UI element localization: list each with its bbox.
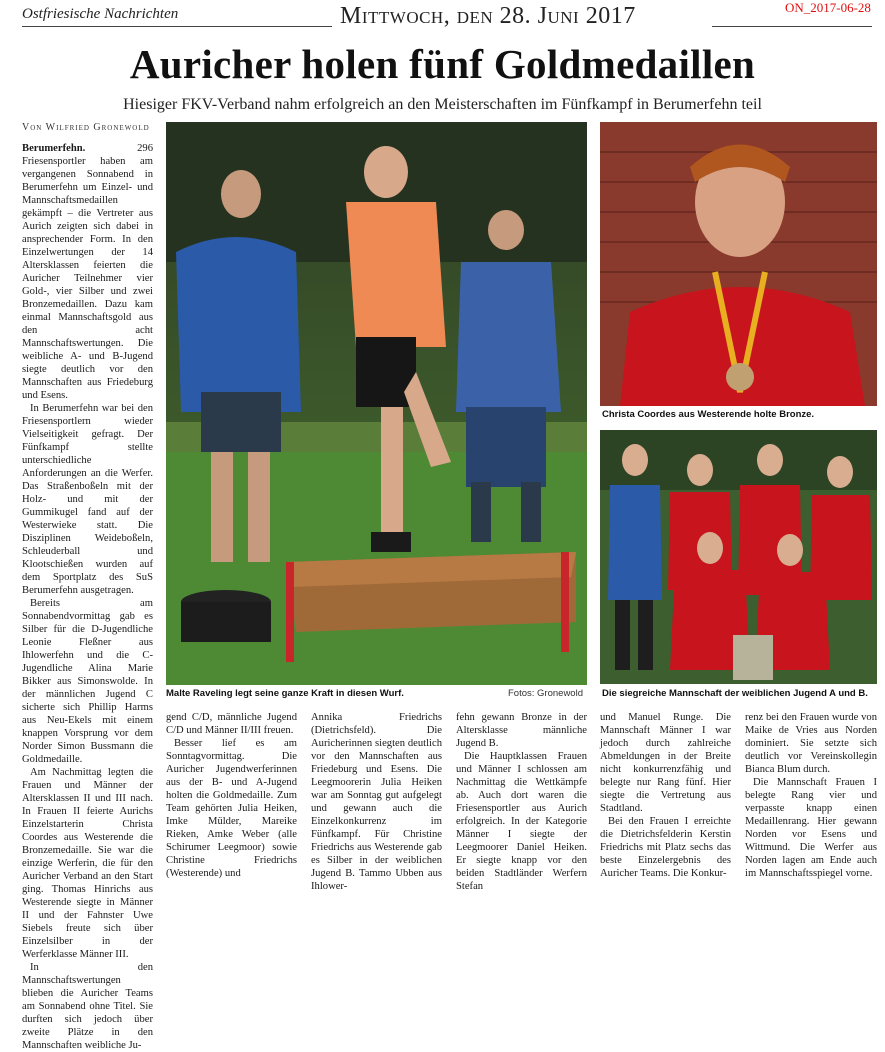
main-photo-image (166, 122, 587, 685)
headline: Auricher holen fünf Goldmedaillen (129, 41, 756, 87)
photo-credit: Fotos: Gronewold (508, 688, 583, 699)
paragraph: 296 Friesensportler haben am vergangenen Sonnabend in Berumerfehn um Einzel- und Mannschaftsmedaillen gekämpft – die Vertreter aus Aurich zeigten sich dabei in ansprechender Form. In den Einzelwertungen der 14 Altersklassen feierten die Auricher Teilnehmer vier Gold-, vier Silber und zwei Bronzemedaillen. Dazu kam einmal Mannschaftsgold aus den acht Mannschaftswertungen. Die weibliche A- und B-Jugend siegte deutlich vor den Mannschaften aus Friedeburg und Esens. (22, 143, 153, 401)
masthead-rule-right (712, 26, 872, 27)
paragraph: Bereits am Sonnabendvormittag gab es Silber für die D-Jugendliche Leonie Fleßner aus Ihlowerfehn und die C-Jugendliche Alina Marie Bikker aus Simonswolde. In der männlichen Jugend C sicherte sich Phillip Harms aus Neu-Ekels mit einem knappen Vorsprung vor dem Norder Simon Bussmann die Goldmedaille. (22, 598, 153, 765)
issue-code: ON_2017-06-28 (785, 0, 871, 15)
team-caption: Die siegreiche Mannschaft der weiblichen Jugend A und B. (602, 688, 868, 699)
main-photo (166, 122, 587, 685)
paragraph: Bei den Frauen I erreichte die Dietrichsfelderin Kerstin Friedrichs mit Platz sechs das beste Einzelergebnis des Auricher Teams. Die Konkur- (600, 816, 731, 879)
paragraph: Die Hauptklassen Frauen und Männer I schlossen am Nachmittag die Wettkämpfe ab. Auch dort waren die Friesensportler aus Aurich erfolgreich. In der Kategorie Männer I siegte der Leegmoorer Daniel Heiken. Er siegte knapp vor den beiden Stadtländer Werfern Stefan (456, 751, 587, 892)
paragraph: Die Mannschaft Frauen I belegte Rang vier und verpasste knapp einen Medaillenrang. Hier gewann Norden vor Esens und Wittmund. Die Werfer aus Norden lagen am Ende auch im Mannschaftsspiegel vorne. (745, 777, 877, 879)
issue-date: Mittwoch, den 28. Juni 2017 (340, 3, 636, 29)
paragraph: Annika Friedrichs (Dietrichsfeld). Die Auricherinnen siegten deutlich vor den Mannschaften aus Friedeburg und Esens. Die Leegmoorerin Julia Heiken war am Sonntag gut aufgelegt und gewann auch die Einzelkonkurrenz im Fünfkampf. Für Christine Friedrichs aus Westerende gab es Silber in der weiblichen Jugend B. Tammo Ubben aus Ihlower- (311, 712, 442, 892)
article-column-3 (311, 711, 442, 892)
article-column-6 (745, 711, 877, 879)
article-column-5 (600, 711, 731, 879)
subheadline: Hiesiger FKV-Verband nahm erfolgreich an den Meisterschaften im Fünfkampf in Berumerfehn teil (123, 96, 762, 113)
masthead (0, 0, 885, 32)
article-column-2 (166, 711, 297, 879)
masthead-rule-left (22, 26, 332, 27)
dateline: Berumerfehn. (22, 143, 86, 154)
article-column-1 (22, 142, 153, 1051)
paragraph: und Manuel Runge. Die Mannschaft Männer I war jedoch durch zahlreiche Abmeldungen in der Breite nicht konkurrenzfähig und belegte nur Rang fünf. Hier siegte die Vertretung aus Stadtland. (600, 712, 731, 814)
paper-name: Ostfriesische Nachrichten (22, 6, 179, 22)
portrait-photo-image (600, 122, 877, 406)
portrait-photo (600, 122, 877, 406)
byline: Von Wilfried Gronewold (22, 122, 150, 133)
main-photo-caption: Malte Raveling legt seine ganze Kraft in diesen Wurf. (166, 688, 404, 699)
article-column-4 (456, 711, 587, 892)
team-photo-image (600, 430, 877, 684)
paragraph: Besser lief es am Sonntagvormittag. Die Auricher Jugendwerferinnen aus der B- und A-Jugend holten die Goldmedaille. Zum Team gehörten Julia Heiken, Imke Mülder, Mareike Rieken, Amke Weber (alle Schirumer Leegmoor) sowie Christine Friedrichs (Westerende) und (166, 738, 297, 879)
paragraph: fehn gewann Bronze in der Altersklasse männliche Jugend B. (456, 712, 587, 749)
paragraph: gend C/D, männliche Jugend C/D und Männer II/III freuen. (166, 712, 297, 736)
paragraph: Am Nachmittag legten die Frauen und Männer der Altersklassen II und III nach. In Frauen II feierte Aurichs Einzelstarterin Christa Coordes aus Westerende die Bronzemedaille. Sie war die einzige Werferin, die für den Auricher Verband an den Start ging. Thomas Hinrichs aus Westerende siegte in Männer II und der Fahnster Uwe Siebels freute sich über Einzelsilber in der Werferklasse Männer III. (22, 767, 153, 960)
team-photo (600, 430, 877, 684)
paragraph: In Berumerfehn war bei den Friesensportlern wieder Vielseitigkeit gefragt. Der Fünfkampf stellte unterschiedliche Anforderungen an die Werfer. Das Straßenboßeln mit der Holz- und mit der Gummikugel fand auf der Westerwieke statt. Die Disziplinen Weideboßeln, Schleuderball und Klootschießen wurden auf dem Sportplatz des SuS Berumerfehn ausgetragen. (22, 403, 153, 596)
paragraph: In den Mannschaftswertungen blieben die Auricher Teams am Sonnabend ohne Titel. Sie durften sich jedoch über zweite Plätze in den Mannschaften weibliche Ju- (22, 962, 153, 1051)
portrait-caption: Christa Coordes aus Westerende holte Bronze. (602, 409, 815, 420)
paragraph: renz bei den Frauen wurde von Maike de Vries aus Norden dominiert. Sie setzte sich deutlich vor Vereinskollegin Bianca Blum durch. (745, 712, 877, 775)
